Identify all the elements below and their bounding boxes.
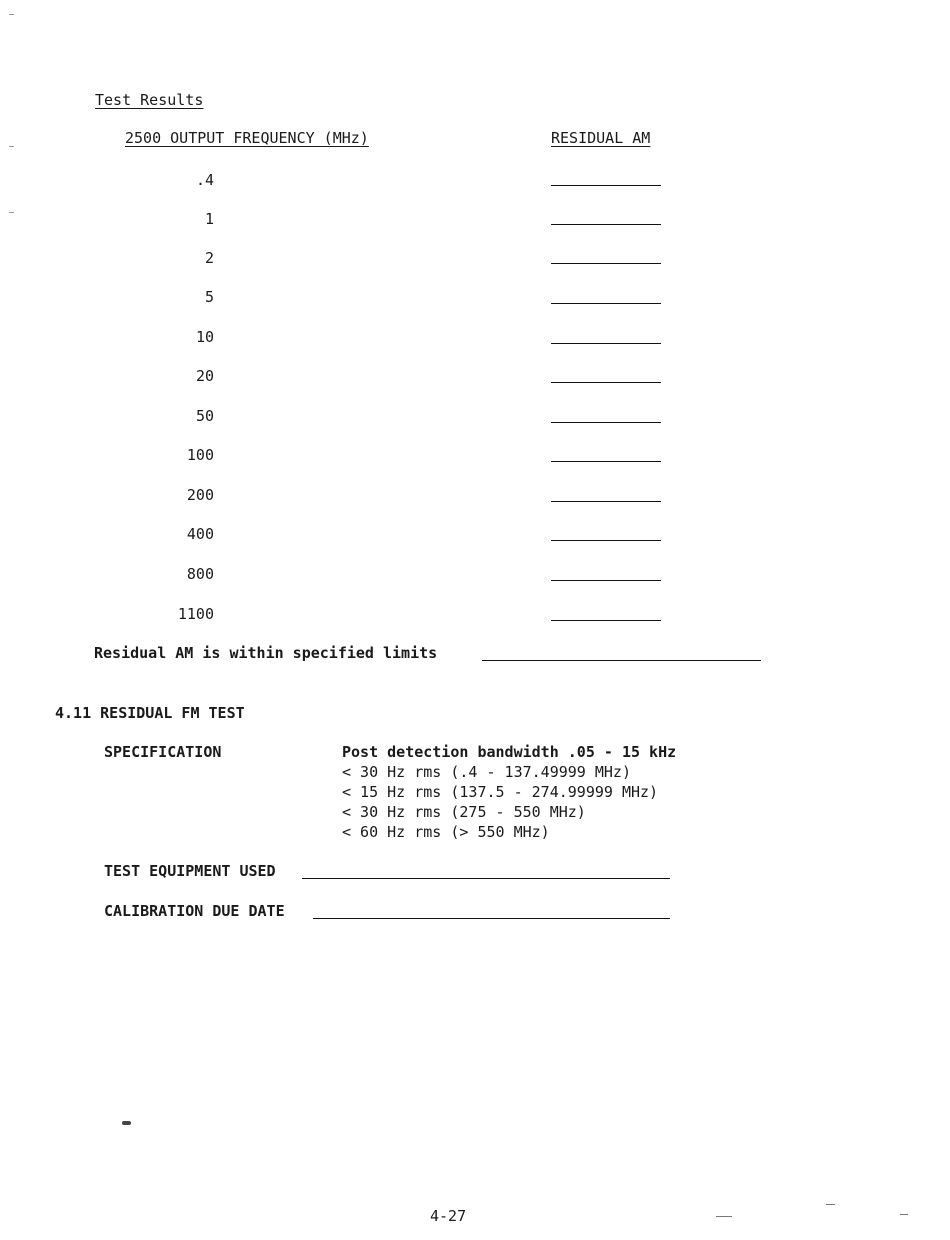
page-number: 4-27 bbox=[430, 1207, 467, 1225]
residual-am-blank[interactable] bbox=[551, 540, 661, 541]
frequency-value: 800 bbox=[186, 565, 214, 583]
frequency-value: 200 bbox=[186, 486, 214, 504]
residual-am-blank[interactable] bbox=[551, 303, 661, 304]
ink-speck bbox=[826, 1204, 835, 1205]
spec-line: < 30 Hz rms (275 - 550 MHz) bbox=[342, 803, 586, 821]
residual-am-blank[interactable] bbox=[551, 382, 661, 383]
margin-mark bbox=[9, 212, 14, 213]
frequency-value: 1100 bbox=[177, 605, 214, 623]
frequency-value: 100 bbox=[186, 446, 214, 464]
frequency-value: 20 bbox=[195, 367, 214, 385]
frequency-value: 400 bbox=[186, 525, 214, 543]
residual-am-blank[interactable] bbox=[551, 501, 661, 502]
residual-am-blank[interactable] bbox=[551, 224, 661, 225]
test-equipment-blank[interactable] bbox=[302, 878, 670, 879]
residual-am-blank[interactable] bbox=[551, 263, 661, 264]
section-title: Test Results bbox=[95, 91, 204, 109]
frequency-value: 1 bbox=[204, 210, 214, 228]
margin-mark bbox=[9, 146, 14, 147]
residual-am-blank[interactable] bbox=[551, 461, 661, 462]
residual-am-blank[interactable] bbox=[551, 185, 661, 186]
spec-line: < 30 Hz rms (.4 - 137.49999 MHz) bbox=[342, 763, 631, 781]
calibration-due-label: CALIBRATION DUE DATE bbox=[104, 902, 285, 920]
calibration-due-blank[interactable] bbox=[313, 918, 670, 919]
within-limits-label: Residual AM is within specified limits bbox=[94, 644, 438, 662]
residual-am-blank[interactable] bbox=[551, 422, 661, 423]
test-equipment-label: TEST EQUIPMENT USED bbox=[104, 862, 276, 880]
ink-speck bbox=[900, 1214, 908, 1215]
spec-line: < 15 Hz rms (137.5 - 274.99999 MHz) bbox=[342, 783, 659, 801]
within-limits-blank[interactable] bbox=[482, 660, 761, 661]
frequency-value: 5 bbox=[204, 288, 214, 306]
residual-am-blank[interactable] bbox=[551, 580, 661, 581]
specification-label: SPECIFICATION bbox=[104, 743, 222, 761]
residual-am-blank[interactable] bbox=[551, 343, 661, 344]
frequency-value: .4 bbox=[195, 171, 214, 189]
column-header-residual-am: RESIDUAL AM bbox=[551, 129, 651, 147]
frequency-value: 2 bbox=[204, 249, 214, 267]
frequency-value: 10 bbox=[195, 328, 214, 346]
spec-line: Post detection bandwidth .05 - 15 kHz bbox=[342, 743, 677, 761]
frequency-value: 50 bbox=[195, 407, 214, 425]
margin-mark bbox=[9, 14, 14, 15]
ink-speck bbox=[716, 1216, 732, 1217]
ink-speck bbox=[122, 1121, 131, 1125]
residual-am-blank[interactable] bbox=[551, 620, 661, 621]
spec-line: < 60 Hz rms (> 550 MHz) bbox=[342, 823, 550, 841]
column-header-frequency: 2500 OUTPUT FREQUENCY (MHz) bbox=[125, 129, 369, 147]
fm-test-heading: 4.11 RESIDUAL FM TEST bbox=[55, 704, 245, 722]
